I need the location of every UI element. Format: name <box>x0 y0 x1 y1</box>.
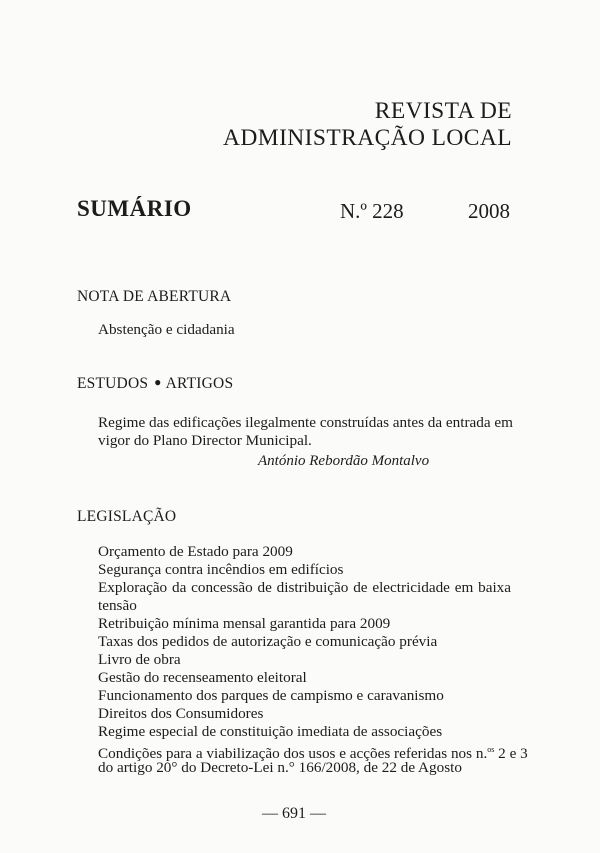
journal-title-line-1: REVISTA DE <box>374 98 512 124</box>
section-heading-legislacao: LEGISLAÇÃO <box>77 508 177 525</box>
legislation-item: Segurança contra incêndios em edifícios <box>98 561 344 578</box>
article-title-line-2: vigor do Plano Director Municipal. <box>98 432 312 449</box>
legislation-item: Orçamento de Estado para 2009 <box>98 543 293 560</box>
legislation-item: Livro de obra <box>98 651 181 668</box>
sumario-heading: SUMÁRIO <box>77 196 192 221</box>
page-number: — 691 — <box>262 805 326 822</box>
nota-item: Abstenção e cidadania <box>98 321 235 338</box>
legislation-item: Regime especial de constituição imediata de associações <box>98 723 443 740</box>
legislation-item: Taxas dos pedidos de autorização e comunicação prévia <box>98 633 438 650</box>
issue-number: N.º 228 <box>340 199 404 223</box>
artigos-label: ARTIGOS <box>165 375 234 392</box>
legislation-item: Gestão do recenseamento eleitoral <box>98 669 307 686</box>
article-title-line-1: Regime das edificações ilegalmente construídas antes da entrada em <box>98 414 513 431</box>
legislation-item: Funcionamento dos parques de campismo e caravanismo <box>98 687 444 704</box>
article-author: António Rebordão Montalvo <box>258 453 430 469</box>
section-heading-nota: NOTA DE ABERTURA <box>77 288 232 305</box>
estudos-label: ESTUDOS <box>77 375 149 392</box>
journal-title-line-2: ADMINISTRAÇÃO LOCAL <box>223 125 512 151</box>
legislation-item: Retribuição mínima mensal garantida para 2009 <box>98 615 391 632</box>
section-heading-estudos <box>77 375 233 393</box>
legislation-item: Condições para a viabilização dos usos e acções referidas nos n.$^{os}$ 2 e 3 <box>98 745 528 762</box>
bullet-icon: ● <box>154 375 162 389</box>
legislation-item-continuation: do artigo 20° do Decreto-Lei n.° 166/2008, de 22 de Agosto <box>98 759 462 776</box>
legislation-item-continuation: tensão <box>98 597 137 614</box>
issue-year: 2008 <box>468 199 510 223</box>
legislation-item: Direitos dos Consumidores <box>98 705 264 722</box>
legislation-item: Exploração da concessão de distribuição de electricidade em baixa <box>98 579 511 596</box>
